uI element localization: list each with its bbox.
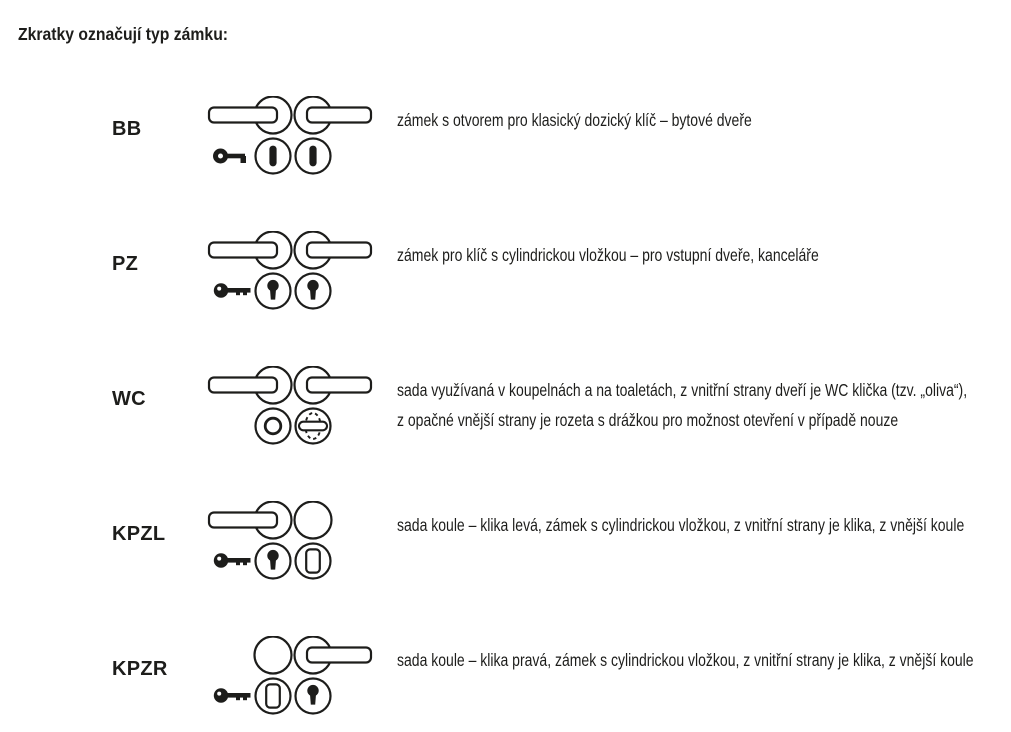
door-knob-icon <box>295 502 332 539</box>
door-handle-right-icon <box>295 637 372 674</box>
lock-type-code: WC <box>112 388 146 410</box>
groove-rosette-icon <box>256 409 291 444</box>
door-handle-left-icon <box>209 232 292 269</box>
description-line: sada koule – klika pravá, zámek s cylindrickou vložkou, z vnitřní strany je klika, z vnější koule <box>397 650 974 670</box>
lock-type-row-bb <box>0 96 1011 231</box>
lock-type-description <box>397 375 967 435</box>
door-knob-icon <box>255 637 292 674</box>
bb-lock-icon <box>207 96 373 180</box>
pz-keyhole-rosette-icon <box>296 274 331 309</box>
blind-rosette-icon <box>256 679 291 714</box>
door-handle-left-icon <box>209 502 292 539</box>
pz-keyhole-rosette-icon <box>296 679 331 714</box>
door-handle-left-icon <box>209 367 292 404</box>
bb-keyhole-rosette-icon <box>256 139 291 174</box>
description-line: zámek s otvorem pro klasický dozický klíč – bytové dveře <box>397 110 752 130</box>
lock-type-row-pz <box>0 231 1011 366</box>
lock-type-row-kpzl <box>0 501 1011 636</box>
pz-keyhole-rosette-icon <box>256 274 291 309</box>
lock-type-row-kpzr <box>0 636 1011 732</box>
pz-keyhole-rosette-icon <box>256 544 291 579</box>
lock-type-row-wc <box>0 366 1011 501</box>
door-handle-left-icon <box>209 97 292 134</box>
cylinder-key-icon <box>214 283 251 297</box>
kpzl-lock-icon <box>207 501 373 585</box>
wc-thumbturn-rosette-icon <box>296 409 331 444</box>
lock-type-code: KPZL <box>112 523 166 545</box>
lock-type-description <box>397 510 964 540</box>
lock-type-code: BB <box>112 118 142 140</box>
pz-lock-icon <box>207 231 373 315</box>
door-handle-right-icon <box>295 232 372 269</box>
cylinder-key-icon <box>214 553 251 567</box>
wc-lock-icon <box>207 366 373 450</box>
cylinder-key-icon <box>214 688 251 702</box>
door-handle-right-icon <box>295 367 372 404</box>
lock-type-description <box>397 105 752 135</box>
lock-type-code: PZ <box>112 253 139 275</box>
lock-type-description <box>397 645 974 675</box>
bb-keyhole-rosette-icon <box>296 139 331 174</box>
bb-key-icon <box>216 151 247 163</box>
lock-type-code: KPZR <box>112 658 168 680</box>
door-handle-right-icon <box>295 97 372 134</box>
description-line: sada využívaná v koupelnách a na toaletách, z vnitřní strany dveří je WC klička (tzv. „oliva“), <box>397 380 968 400</box>
description-line: z opačné vnější strany je rozeta s drážkou pro možnost otevření v případě nouze <box>397 410 899 430</box>
description-line: zámek pro klíč s cylindrickou vložkou – pro vstupní dveře, kanceláře <box>397 245 819 265</box>
blind-rosette-icon <box>296 544 331 579</box>
description-line: sada koule – klika levá, zámek s cylindrickou vložkou, z vnitřní strany je klika, z vnější koule <box>397 515 965 535</box>
kpzr-lock-icon <box>207 636 373 720</box>
page-title: Zkratky označují typ zámku: <box>18 24 229 44</box>
lock-type-description <box>397 240 819 270</box>
